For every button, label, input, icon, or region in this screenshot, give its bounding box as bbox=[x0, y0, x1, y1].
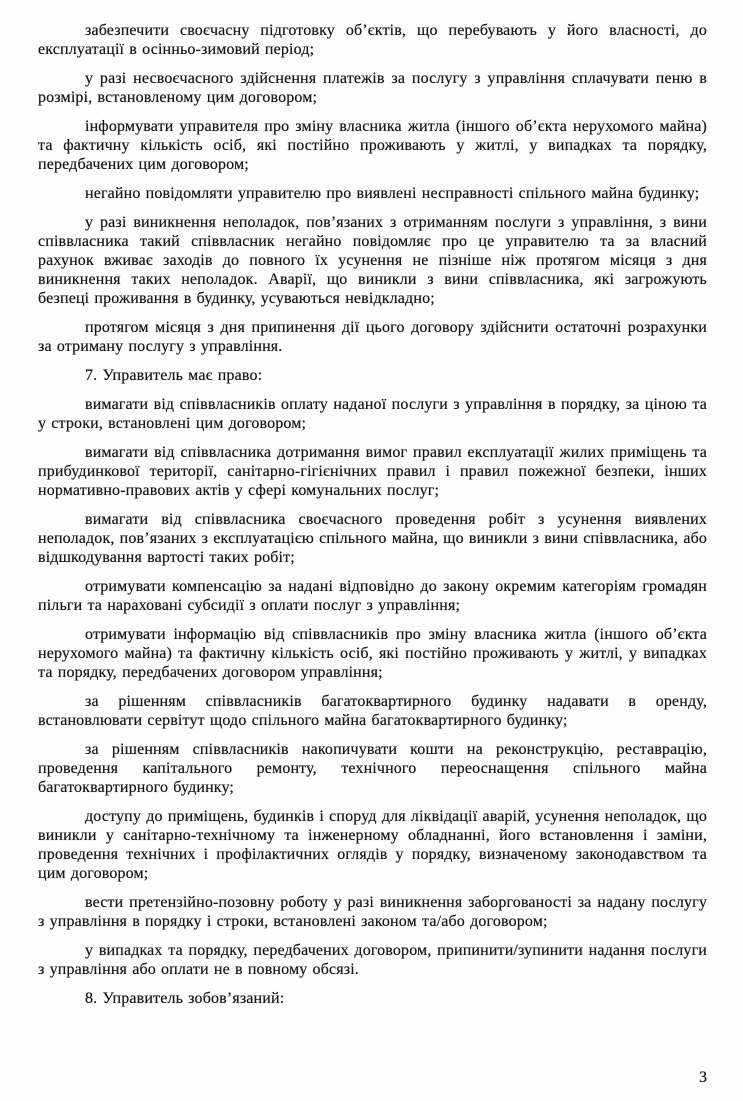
paragraph: вимагати від співвласника своєчасного проведення робіт з усунення виявлених неполадок, пов’язаних з експлуатацією спільного майна, що виникли з вини співвласника, або відшкодування вартості таких робіт; bbox=[38, 511, 708, 566]
paragraph: за рішенням співвласників багатоквартирного будинку надавати в оренду, встановлювати сервітут щодо спільного майна багатоквартирного будинку; bbox=[38, 693, 707, 729]
paragraph: отримувати інформацію від співвласників про зміну власника житла (іншого об’єкта нерухомого майна) та фактичну кількість осіб, які постійно проживають у житлі, у випадках та порядку, передбачених договором управління; bbox=[38, 626, 707, 681]
paragraph: негайно повідомляти управителю про виявлені несправності спільного майна будинку; bbox=[85, 185, 700, 202]
paragraph: 8. Управитель зобов’язаний: bbox=[85, 990, 285, 1007]
paragraph: у разі несвоєчасного здійснення платежів за послугу з управління сплачувати пеню в розмірі, встановленому цим договором; bbox=[38, 70, 707, 106]
document-text-body bbox=[38, 21, 707, 1008]
paragraph: за рішенням співвласників накопичувати кошти на реконструкцію, реставрацію, проведення капітального ремонту, технічного переоснащення спільного майна багатоквартирного будинку; bbox=[38, 741, 707, 796]
page-number: 3 bbox=[699, 1069, 707, 1086]
paragraph: інформувати управителя про зміну власника житла (іншого об’єкта нерухомого майна) та фактичну кількість осіб, які постійно проживають у житлі, у випадках та порядку, передбачених цим договором; bbox=[38, 118, 707, 173]
paragraph: вимагати від співвласника дотримання вимог правил експлуатації жилих приміщень та прибудинкової території, санітарно-гігієнічних правил і правил пожежної безпеки, інших нормативно-правових актів у сфері комунальних послуг; bbox=[38, 444, 707, 499]
paragraph: вести претензійно-позовну роботу у разі виникнення заборгованості за надану послугу з управління в порядку і строки, встановлені законом та/або договором; bbox=[38, 894, 707, 930]
paragraph: у разі виникнення неполадок, пов’язаних з отриманням послуги з управління, з вини співвласника такий співвласник негайно повідомляє про це управителю та за власний рахунок вживає заходів до повного їх усунення не пізніше ніж протягом місяця з дня виникнення таких неполадок. Аварії, що виникли з вини співвласника, які загрожують безпеці проживання в будинку, усуваються невідкладно; bbox=[38, 214, 707, 307]
paragraph: вимагати від співвласників оплату наданої послуги з управління в порядку, за ціною та у строки, встановлені цим договором; bbox=[38, 396, 707, 432]
paragraph: забезпечити своєчасну підготовку об’єктів, що перебувають у його власності, до експлуатації в осінньо-зимовий період; bbox=[38, 22, 707, 58]
paragraph: у випадках та порядку, передбачених договором, припинити/зупинити надання послуги з управління або оплати не в повному обсязі. bbox=[38, 942, 707, 978]
paragraph: доступу до приміщень, будинків і споруд для ліквідації аварій, усунення неполадок, що виникли у санітарно-технічному та інженерному обладнанні, його встановлення і заміни, проведення технічних і профілактичних оглядів у порядку, визначеному законодавством та цим договором; bbox=[38, 808, 707, 882]
paragraph: отримувати компенсацію за надані відповідно до закону окремим категоріям громадян пільги та нараховані субсидії з оплати послуг з управління; bbox=[38, 578, 707, 614]
paragraph: протягом місяця з дня припинення дії цього договору здійснити остаточні розрахунки за отриману послугу з управління. bbox=[38, 319, 707, 355]
paragraph: 7. Управитель має право: bbox=[85, 367, 263, 384]
